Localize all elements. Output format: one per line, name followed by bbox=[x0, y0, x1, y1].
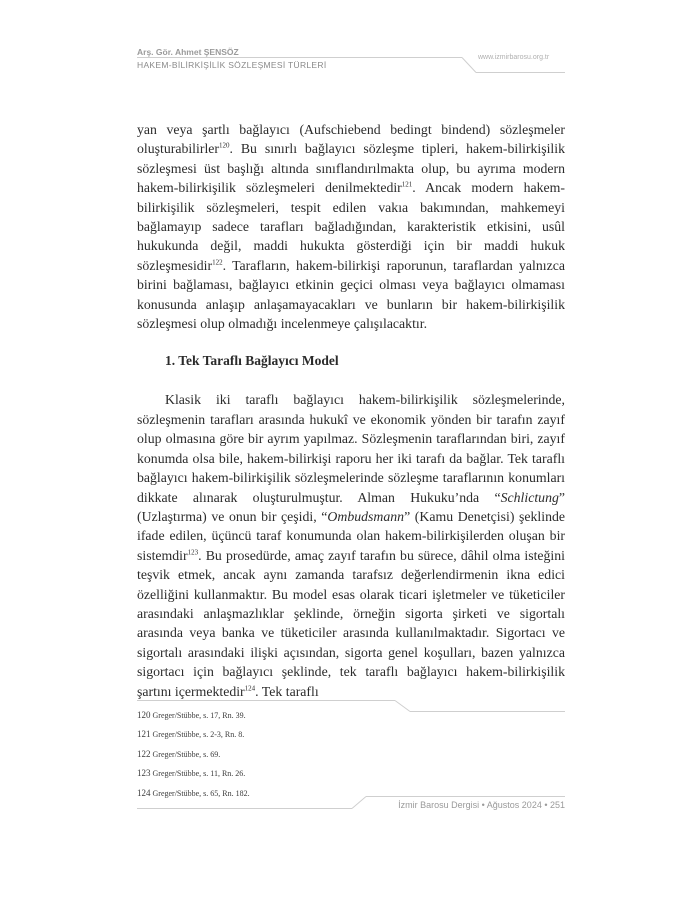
header-rule-slope bbox=[462, 58, 476, 73]
footnotes bbox=[137, 706, 565, 803]
footer-journal-info: İzmir Barosu Dergisi • Ağustos 2024 • 251 bbox=[398, 800, 565, 810]
footnote-120: 120 Greger/Stübbe, s. 17, Rn. 39. bbox=[137, 710, 246, 720]
term-schlictung: Schlictung bbox=[500, 489, 559, 505]
footnote-123: 123 Greger/Stübbe, s. 11, Rn. 26. bbox=[137, 768, 246, 779]
section-heading: 1. Tek Taraflı Bağlayıcı Model bbox=[165, 353, 339, 369]
paragraph-2: Klasik iki taraflı bağlayıcı hakem-bilirkişilik sözleşmelerinde, sözleşmenin tarafları arasında hukukî ve ekonomik yönden bir tarafın zayıf olup olmasına göre bir ayrım yapılmaz. Sözleşmenin taraflarından biri, zayıf konumda olsa bile, hakem-bilirkişi raporu her iki tarafı da bağlar. Tek taraflı bağlayıcı hakem-bilirkişilik sözleşmelerinde sözleşme taraflarının konumları dikkate alınarak oluşturulmuştur. Alman Hukuku’nda “Schlictung” (Uzlaştırma) ve onun bir çeşidi, “Ombudsmann” (Kamu Denetçisi) şeklinde ifade edilen, üçüncü taraf konumunda olan hakem-bilirkişilerden oluşan bir sistemdir$^{123}$. Bu prosedürde, amaç zayıf tarafın bu sürece, dâhil olma isteğini teşvik etmek, ancak aynı zamanda tarafsız değerlendirmenin ikna edici özelliğini kullanmaktır. Bu model esas olarak ticari işletmeler ve tüketiciler arasındaki anlaşmazlıklar şeklinde, örneğin sigorta şirketi ve sigortalı arasında veya banka ve tüketiciler arasında kullanılmaktadır. Sigortacı ve sigortalı arasındaki ilişki açısından, sigorta genel koşulları, bazen yalnızca sigortacı için bağlayıcı şeklinde, tek taraflı bağlayıcı hakem-bilirkişilik şartını içermektedir$^{124}$. Tek taraflı bbox=[137, 392, 565, 699]
footnote-rule bbox=[137, 700, 395, 701]
footnote-ref[interactable]: 124 bbox=[244, 683, 256, 692]
footnote-ref[interactable]: 122 bbox=[212, 258, 223, 267]
header-author: Arş. Gör. Ahmet ŞENSÖZ bbox=[137, 47, 239, 57]
header-url: www.izmirbarosu.org.tr bbox=[478, 54, 550, 61]
term-ombudsmann: Ombudsmann bbox=[327, 508, 405, 524]
footnote-124: 124 Greger/Stübbe, s. 65, Rn. 182. bbox=[137, 787, 250, 798]
footer-rule bbox=[137, 808, 352, 809]
footnote-ref[interactable]: 121 bbox=[401, 180, 413, 189]
footnote-122: 122 Greger/Stübbe, s. 69. bbox=[137, 748, 221, 759]
footer-rule-right bbox=[366, 796, 565, 797]
footnote-ref[interactable]: 120 bbox=[219, 141, 230, 150]
footnote-121: 121 Greger/Stübbe, s. 2-3, Rn. 8. bbox=[137, 729, 245, 740]
main-body bbox=[137, 120, 565, 701]
paragraph-1: yan veya şartlı bağlayıcı (Aufschiebend bedingt bindend) sözleşmeler oluşturabilirler$^{120}$. Bu sınırlı bağlayıcı sözleşme tipleri, hakem-bilirkişilik sözleşmesi üst başlığı altında sınıflandırılmakta olup, bu ayrıma modern hakem-bilirkişilik sözleşmeleri denilmektedir$^{121}$. Ancak modern hakem-bilirkişilik sözleşmeleri, tespit edilen vakıa bakımından, mahkemeyi bağlamayıp sadece tarafları bağladığından, karakteristik etkisini, usûl hukukunda değil, maddi hukukta gösterdiği için bir maddi hukuk sözleşmesidir$^{122}$. Tarafların, hakem-bilirkişi raporunun, taraflardan yalnızca birini bağlaması, bağlayıcı etkinin geçici olması veya bağlayıcı olmaması konusunda anlaşıp anlaşamayacakları ve bunların bir hakem-bilirkişilik sözleşmesi olup olmadığı incelenmeye çalışılacaktır. bbox=[137, 122, 565, 332]
footnote-ref[interactable]: 123 bbox=[187, 548, 199, 557]
header-running-title: HAKEM-BİLİRKİŞİLİK SÖZLEŞMESİ TÜRLERİ bbox=[137, 60, 327, 70]
